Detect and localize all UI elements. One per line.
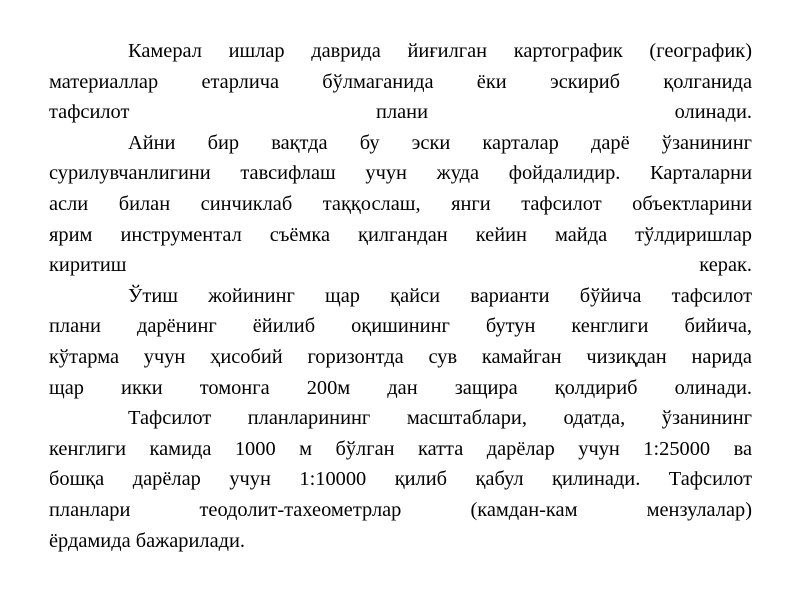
paragraph-1 <box>49 36 752 128</box>
text-line: ярим инструментал съёмка қилгандан кейин майда тўлдиришлар <box>49 223 752 246</box>
text-line: сурилувчанлигини тавсифлаш учун жуда фойдалидир. Карталарни <box>49 162 752 185</box>
text-line: Ўтиш жойининг щар қайси варианти бўйича тафсилот <box>128 284 752 307</box>
paragraph-3 <box>49 281 752 403</box>
text-line: тафсилот плани олинади. <box>49 101 752 124</box>
document-body <box>49 36 752 556</box>
text-line: кенглиги камида 1000 м бўлган катта дарёлар учун 1:25000 ва <box>49 437 752 460</box>
text-line: плани дарёнинг ёйилиб оқишининг бутун кенглиги бийича, <box>49 315 752 338</box>
text-line: киритиш керак. <box>49 254 752 277</box>
text-line: планлари теодолит-тахеометрлар (камдан-кам мензулалар) <box>49 498 752 521</box>
text-line: Тафсилот планларининг масштаблари, одатда, ўзанининг <box>128 407 752 430</box>
text-line: Камерал ишлар даврида йиғилган картографик (географик) <box>128 40 752 62</box>
text-line: бошқа дарёлар учун 1:10000 қилиб қабул қилинади. Тафсилот <box>49 468 752 491</box>
paragraph-2 <box>49 128 752 281</box>
text-line: Айни бир вақтда бу эски карталар дарё ўзанининг <box>128 131 752 154</box>
text-line: ёрдамида бажарилади. <box>49 529 246 552</box>
text-line: щар икки томонга 200м дан защира қолдириб олинади. <box>49 376 752 399</box>
text-line: асли билан синчиклаб таққослаш, янги тафсилот объектларини <box>49 192 752 215</box>
text-line: кўтарма учун ҳисобий горизонтда сув камайган чизиқдан нарида <box>49 345 752 368</box>
text-line: материаллар етарлича бўлмаганида ёки эскириб қолганида <box>49 70 752 93</box>
paragraph-4 <box>49 403 752 556</box>
